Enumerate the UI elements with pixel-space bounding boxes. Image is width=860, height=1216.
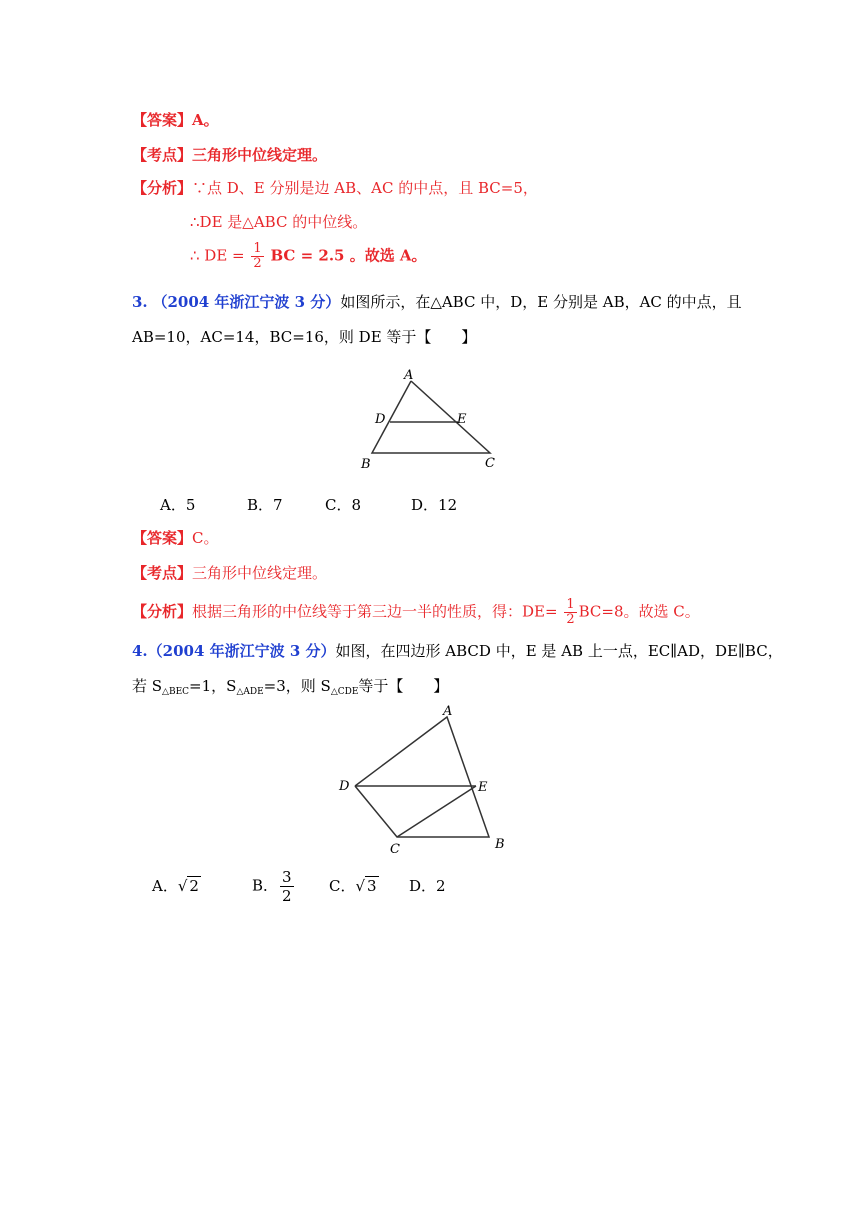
q4-option-a-label: A． <box>152 876 178 895</box>
q2-answer-line <box>132 110 219 130</box>
q2-analysis-line1 <box>132 178 538 198</box>
q2-fraction <box>251 242 263 271</box>
q2-answer-value: A。 <box>192 111 219 129</box>
q3-answer-label: 【答案】 <box>132 529 193 547</box>
q3-label-b: B <box>361 457 371 472</box>
q2-point-value: 三角形中位线定理。 <box>192 146 328 164</box>
q2-point-label: 【考点】 <box>132 146 193 164</box>
q4-option-b-label: B． <box>252 876 279 895</box>
q3-analysis-pre: 根据三角形的中位线等于第三边一半的性质，得：DE= <box>192 602 558 621</box>
q3-stem-text2: AB=10，AC=14，BC=16，则 DE 等于【 】 <box>132 328 477 346</box>
q4-stem-tail: 等于【 】 <box>358 677 449 695</box>
q4-option-b-fraction <box>280 868 294 905</box>
q4-label-b: B <box>495 837 505 852</box>
q3-option-d[interactable]: D．12 <box>411 496 458 514</box>
q2-point-line <box>132 145 327 165</box>
q3-fraction-num: 1 <box>566 597 575 612</box>
q4-label-e: E <box>478 780 488 795</box>
q3-label-c: C <box>485 456 495 471</box>
q4-stem-s1-sub: △BEC <box>162 687 190 697</box>
q4-stem-s2-val: =3，则 S <box>263 677 331 695</box>
q4-source: （2004 年浙江宁波 3 分） <box>147 642 336 660</box>
q3-triangle-abc <box>372 381 490 453</box>
q3-fraction-den: 2 <box>566 612 575 627</box>
q3-option-c[interactable]: C．8 <box>325 496 362 514</box>
q3-triangle-figure <box>355 365 505 475</box>
q2-answer-label: 【答案】 <box>132 111 193 129</box>
q4-option-c[interactable] <box>329 876 409 896</box>
q3-answer-line <box>132 528 219 548</box>
q4-options <box>152 868 446 905</box>
q4-quadrilateral-figure <box>330 700 520 860</box>
q4-label-c: C <box>390 842 400 857</box>
q4-option-c-label: C． <box>329 876 356 895</box>
q4-option-a-radicand: 2 <box>189 876 199 895</box>
q4-stem-s1: 若 S <box>132 677 163 695</box>
q3-analysis-post: BC=8。故选 C。 <box>578 602 700 621</box>
q2-analysis-label: 【分析】 <box>132 179 193 197</box>
q4-option-c-radicand: 3 <box>367 876 377 895</box>
q3-stem-line2 <box>132 327 476 347</box>
q4-stem-s1-val: =1，S <box>189 677 237 695</box>
q4-option-a-sqrt-sign: √ <box>177 876 188 895</box>
q4-stem-line2 <box>132 676 448 702</box>
q2-fraction-num: 1 <box>253 241 262 256</box>
q3-options <box>160 495 457 515</box>
q3-option-a[interactable]: A．5 <box>160 496 196 514</box>
q4-label-d: D <box>339 779 350 794</box>
q3-analysis-line <box>132 598 700 627</box>
q3-point-label: 【考点】 <box>132 564 193 582</box>
q4-quadrilateral-abcd <box>355 717 489 837</box>
q4-option-b-num: 3 <box>282 868 292 886</box>
q3-analysis-label: 【分析】 <box>132 602 193 621</box>
q4-segment-ec <box>397 786 476 837</box>
q3-source: （2004 年浙江宁波 3 分） <box>152 293 341 311</box>
q2-analysis-line3 <box>190 242 427 271</box>
q4-option-c-sqrt <box>355 876 378 896</box>
q3-label-a: A <box>404 368 414 383</box>
q4-option-a[interactable] <box>152 876 252 896</box>
q4-option-a-sqrt <box>178 876 201 896</box>
q4-option-b[interactable] <box>252 868 329 905</box>
q2-analysis-text2: ∴DE 是△ABC 的中位线。 <box>190 213 368 231</box>
q3-stem-line1 <box>132 292 742 312</box>
q4-number: 4. <box>132 642 148 660</box>
q2-fraction-den: 2 <box>253 256 262 271</box>
q3-stem-text1: 如图所示，在△ABC 中，D，E 分别是 AB，AC 的中点，且 <box>340 293 742 311</box>
q3-point-value: 三角形中位线定理。 <box>192 564 328 582</box>
q3-fraction <box>564 598 576 627</box>
q3-label-d: D <box>375 412 386 427</box>
q4-stem-s2-sub: △ADE <box>236 687 264 697</box>
q2-analysis-line2 <box>190 212 367 232</box>
q2-analysis-text3-pre: ∴ DE = <box>190 246 245 265</box>
q2-analysis-text3-post: BC = 2.5 。故选 A。 <box>270 246 427 265</box>
q4-stem-line1 <box>132 641 783 661</box>
q4-stem-s3-sub: △CDE <box>330 687 359 697</box>
q4-option-b-den: 2 <box>282 887 292 905</box>
q3-option-b[interactable]: B．7 <box>247 496 283 514</box>
q3-answer-value: C。 <box>192 529 219 547</box>
q4-label-a: A <box>443 704 453 719</box>
q2-analysis-text1: ∵点 D、E 分别是边 AB、AC 的中点，且 BC=5， <box>192 179 538 197</box>
q4-stem-text1: 如图，在四边形 ABCD 中，E 是 AB 上一点，EC∥AD，DE∥BC， <box>335 642 783 660</box>
q4-option-c-sqrt-sign: √ <box>355 876 366 895</box>
q4-option-d[interactable]: D．2 <box>409 876 446 895</box>
q3-number: 3. <box>132 293 148 311</box>
q3-label-e: E <box>457 412 467 427</box>
q3-point-line <box>132 563 327 583</box>
